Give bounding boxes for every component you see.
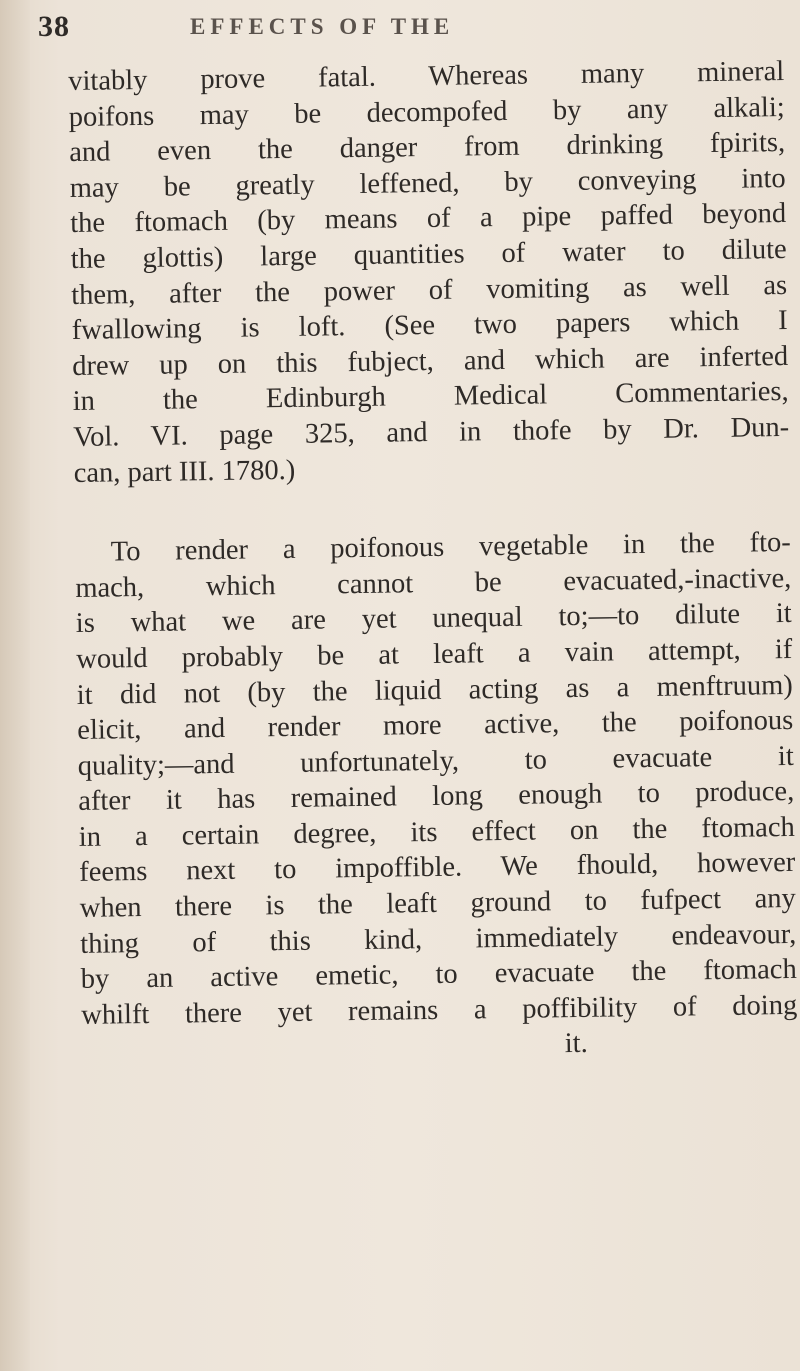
text-line: in a certain degree, its effect on the ftomach [78, 811, 795, 853]
text-line: whilft there yet remains a poffibility of doing [81, 989, 798, 1031]
text-line: would probably be at leaft a vain attempt, if [76, 633, 793, 675]
text-line: mach, which cannot be evacuated,-inactive, [75, 562, 792, 604]
text-line: fwallowing is loft. (See two papers which I [71, 305, 788, 347]
text-line: quality;—and unfortunately, to evacuate it [77, 740, 794, 782]
text-line: the glottis) large quantities of water to dilute [70, 233, 787, 275]
text-line: is what we are yet unequal to;—to dilute it [75, 598, 792, 640]
page-number: 38 [38, 10, 70, 43]
text-line: it did not (by the liquid acting as a menftruum) [76, 669, 793, 711]
text-line: when there is the leaft ground to fufpect any [79, 882, 796, 924]
text-line: may be greatly leffened, by conveying into [69, 162, 786, 204]
text-line: vitably prove fatal. Whereas many mineral [68, 56, 785, 97]
running-head: EFFECTS OF THE [190, 14, 455, 39]
body-text [68, 54, 798, 1069]
text-line: To render a poifonous vegetable in the fto- [110, 527, 791, 568]
text-line: elicit, and render more active, the poifonous [77, 705, 794, 747]
text-line: can, part III. 1780.) [73, 454, 296, 489]
paragraph-2 [75, 525, 798, 1069]
text-line: thing of this kind, immediately endeavour, [80, 918, 797, 960]
text-line: Vol. VI. page 325, and in thofe by Dr. Dun- [72, 411, 790, 453]
text-line: by an active emetic, to evacuate the ftomach [80, 954, 797, 996]
text-line: it. [564, 1028, 588, 1060]
text-line: feems next to impoffible. We fhould, however [79, 847, 796, 889]
text-line: in the Edinburgh Medical Commentaries, [72, 376, 789, 418]
text-line: the ftomach (by means of a pipe paffed beyond [70, 198, 787, 240]
page-header [38, 10, 798, 54]
text-line: drew up on this fubject, and which are inferted [72, 340, 789, 382]
paragraph-1 [68, 54, 790, 491]
text-line: and even the danger from drinking fpirits, [69, 127, 786, 169]
text-line: them, after the power of vomiting as well as [71, 269, 788, 311]
text-line: after it has remained long enough to produce, [78, 776, 795, 818]
text-line: poifons may be decompofed by any alkali; [68, 91, 785, 133]
page-gutter-shadow [0, 0, 30, 1371]
